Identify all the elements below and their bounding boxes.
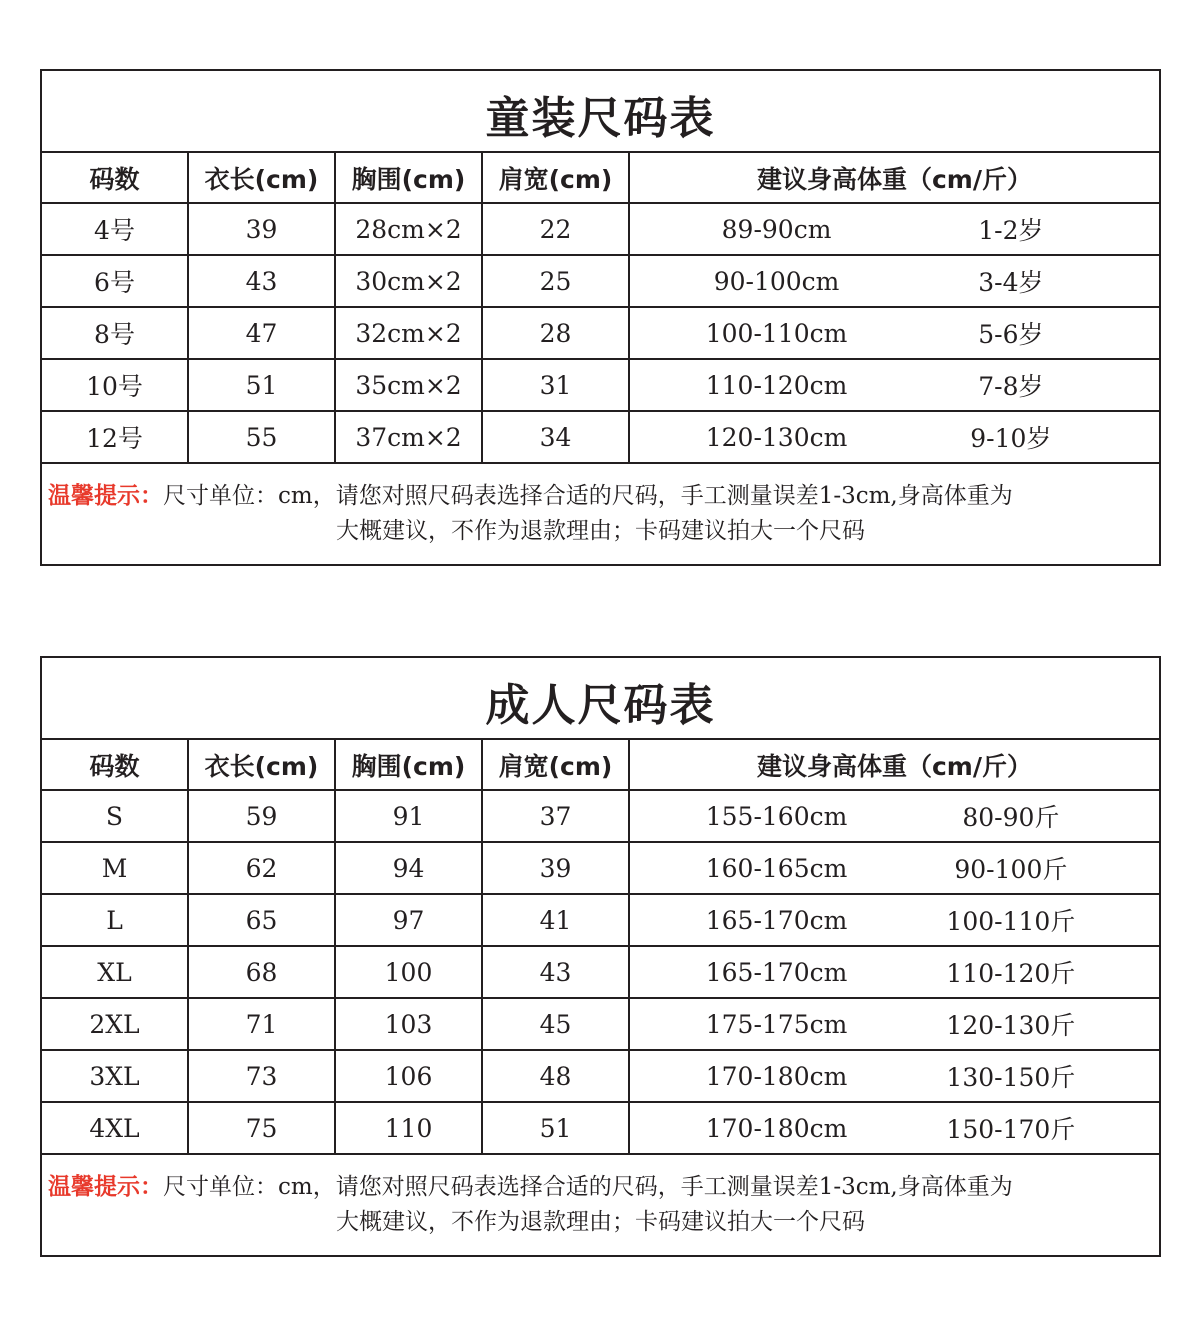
cell-height: 89-90cm [721,214,832,244]
cell-size: 10号 [41,359,188,411]
cell-recommendation [629,842,1160,894]
cell-chest: 91 [335,790,482,842]
cell-height: 160-165cm [705,853,848,883]
cell-chest: 94 [335,842,482,894]
cell-chest: 100 [335,946,482,998]
table-row [41,203,1160,255]
cell-chest: 30cm×2 [335,255,482,307]
tip-text-line2: 大概建议，不作为退款理由；卡码建议拍大一个尺码 [336,518,865,544]
cell-size: S [41,790,188,842]
cell-recommendation [629,255,1160,307]
cell-height: 170-180cm [705,1061,848,1091]
cell-length: 39 [188,203,335,255]
cell-shoulder: 34 [482,411,629,463]
cell-recommendation [629,1102,1160,1154]
tip-text-line2: 大概建议，不作为退款理由；卡码建议拍大一个尺码 [336,1209,865,1235]
cell-length: 59 [188,790,335,842]
cell-weight: 150-170斤 [946,1115,1076,1144]
cell-size: 4号 [41,203,188,255]
cell-shoulder: 25 [482,255,629,307]
adult-table-title: 成人尺码表 [41,657,1160,739]
cell-recommendation [629,790,1160,842]
kids-table-title: 童装尺码表 [41,70,1160,152]
cell-height: 90-100cm [713,266,840,296]
cell-length: 62 [188,842,335,894]
cell-length: 51 [188,359,335,411]
cell-weight: 130-150斤 [946,1063,1076,1092]
cell-shoulder: 41 [482,894,629,946]
cell-recommendation [629,411,1160,463]
header-size: 码数 [41,152,188,203]
cell-chest: 103 [335,998,482,1050]
cell-recommendation [629,998,1160,1050]
kids-tip [41,463,1160,565]
cell-length: 47 [188,307,335,359]
table-row [41,790,1160,842]
cell-age: 5-6岁 [978,320,1044,349]
cell-shoulder: 43 [482,946,629,998]
cell-weight: 80-90斤 [962,803,1060,832]
header-chest: 胸围(cm) [335,739,482,790]
cell-shoulder: 39 [482,842,629,894]
cell-size: L [41,894,188,946]
cell-height: 155-160cm [705,801,848,831]
cell-length: 65 [188,894,335,946]
cell-size: 3XL [41,1050,188,1102]
header-shoulder: 肩宽(cm) [482,152,629,203]
cell-weight: 120-130斤 [946,1011,1076,1040]
cell-weight: 110-120斤 [946,959,1076,988]
cell-age: 3-4岁 [978,268,1044,297]
kids-size-table [40,69,1161,566]
cell-height: 165-170cm [705,957,848,987]
cell-size: 6号 [41,255,188,307]
cell-shoulder: 31 [482,359,629,411]
cell-chest: 28cm×2 [335,203,482,255]
kids-header-row [41,152,1160,203]
cell-length: 75 [188,1102,335,1154]
header-length: 衣长(cm) [188,152,335,203]
header-recommendation: 建议身高体重（cm/斤） [629,152,1160,203]
table-row [41,255,1160,307]
table-row [41,411,1160,463]
cell-chest: 97 [335,894,482,946]
cell-size: 8号 [41,307,188,359]
cell-chest: 106 [335,1050,482,1102]
cell-recommendation [629,1050,1160,1102]
adult-size-table [40,656,1161,1257]
cell-height: 120-130cm [705,422,848,452]
cell-length: 68 [188,946,335,998]
table-row [41,998,1160,1050]
cell-height: 110-120cm [705,370,848,400]
cell-chest: 110 [335,1102,482,1154]
cell-size: 4XL [41,1102,188,1154]
cell-shoulder: 22 [482,203,629,255]
cell-height: 170-180cm [705,1113,848,1143]
tip-label: 温馨提示： [48,483,163,509]
table-row [41,842,1160,894]
cell-length: 71 [188,998,335,1050]
table-row [41,307,1160,359]
table-row [41,946,1160,998]
table-row [41,1050,1160,1102]
cell-chest: 37cm×2 [335,411,482,463]
cell-shoulder: 51 [482,1102,629,1154]
cell-recommendation [629,894,1160,946]
cell-recommendation [629,359,1160,411]
cell-length: 73 [188,1050,335,1102]
table-row [41,1102,1160,1154]
cell-size: 2XL [41,998,188,1050]
cell-shoulder: 45 [482,998,629,1050]
cell-chest: 32cm×2 [335,307,482,359]
cell-shoulder: 37 [482,790,629,842]
table-row [41,359,1160,411]
header-chest: 胸围(cm) [335,152,482,203]
cell-age: 1-2岁 [978,216,1044,245]
cell-size: XL [41,946,188,998]
cell-age: 7-8岁 [978,372,1044,401]
cell-height: 100-110cm [705,318,848,348]
header-recommendation: 建议身高体重（cm/斤） [629,739,1160,790]
cell-shoulder: 28 [482,307,629,359]
cell-length: 43 [188,255,335,307]
adult-tip [41,1154,1160,1256]
header-length: 衣长(cm) [188,739,335,790]
cell-weight: 100-110斤 [946,907,1076,936]
tip-label: 温馨提示： [48,1174,163,1200]
table-row [41,894,1160,946]
tip-text-line1: 尺寸单位：cm，请您对照尺码表选择合适的尺码，手工测量误差1-3cm,身高体重为 [163,1174,1013,1200]
tip-text-line1: 尺寸单位：cm，请您对照尺码表选择合适的尺码，手工测量误差1-3cm,身高体重为 [163,483,1013,509]
cell-recommendation [629,203,1160,255]
cell-shoulder: 48 [482,1050,629,1102]
adult-header-row [41,739,1160,790]
cell-recommendation [629,307,1160,359]
header-size: 码数 [41,739,188,790]
cell-length: 55 [188,411,335,463]
cell-height: 165-170cm [705,905,848,935]
cell-recommendation [629,946,1160,998]
cell-height: 175-175cm [705,1009,848,1039]
cell-size: 12号 [41,411,188,463]
cell-size: M [41,842,188,894]
cell-chest: 35cm×2 [335,359,482,411]
cell-weight: 90-100斤 [954,855,1068,884]
cell-age: 9-10岁 [970,424,1052,453]
header-shoulder: 肩宽(cm) [482,739,629,790]
